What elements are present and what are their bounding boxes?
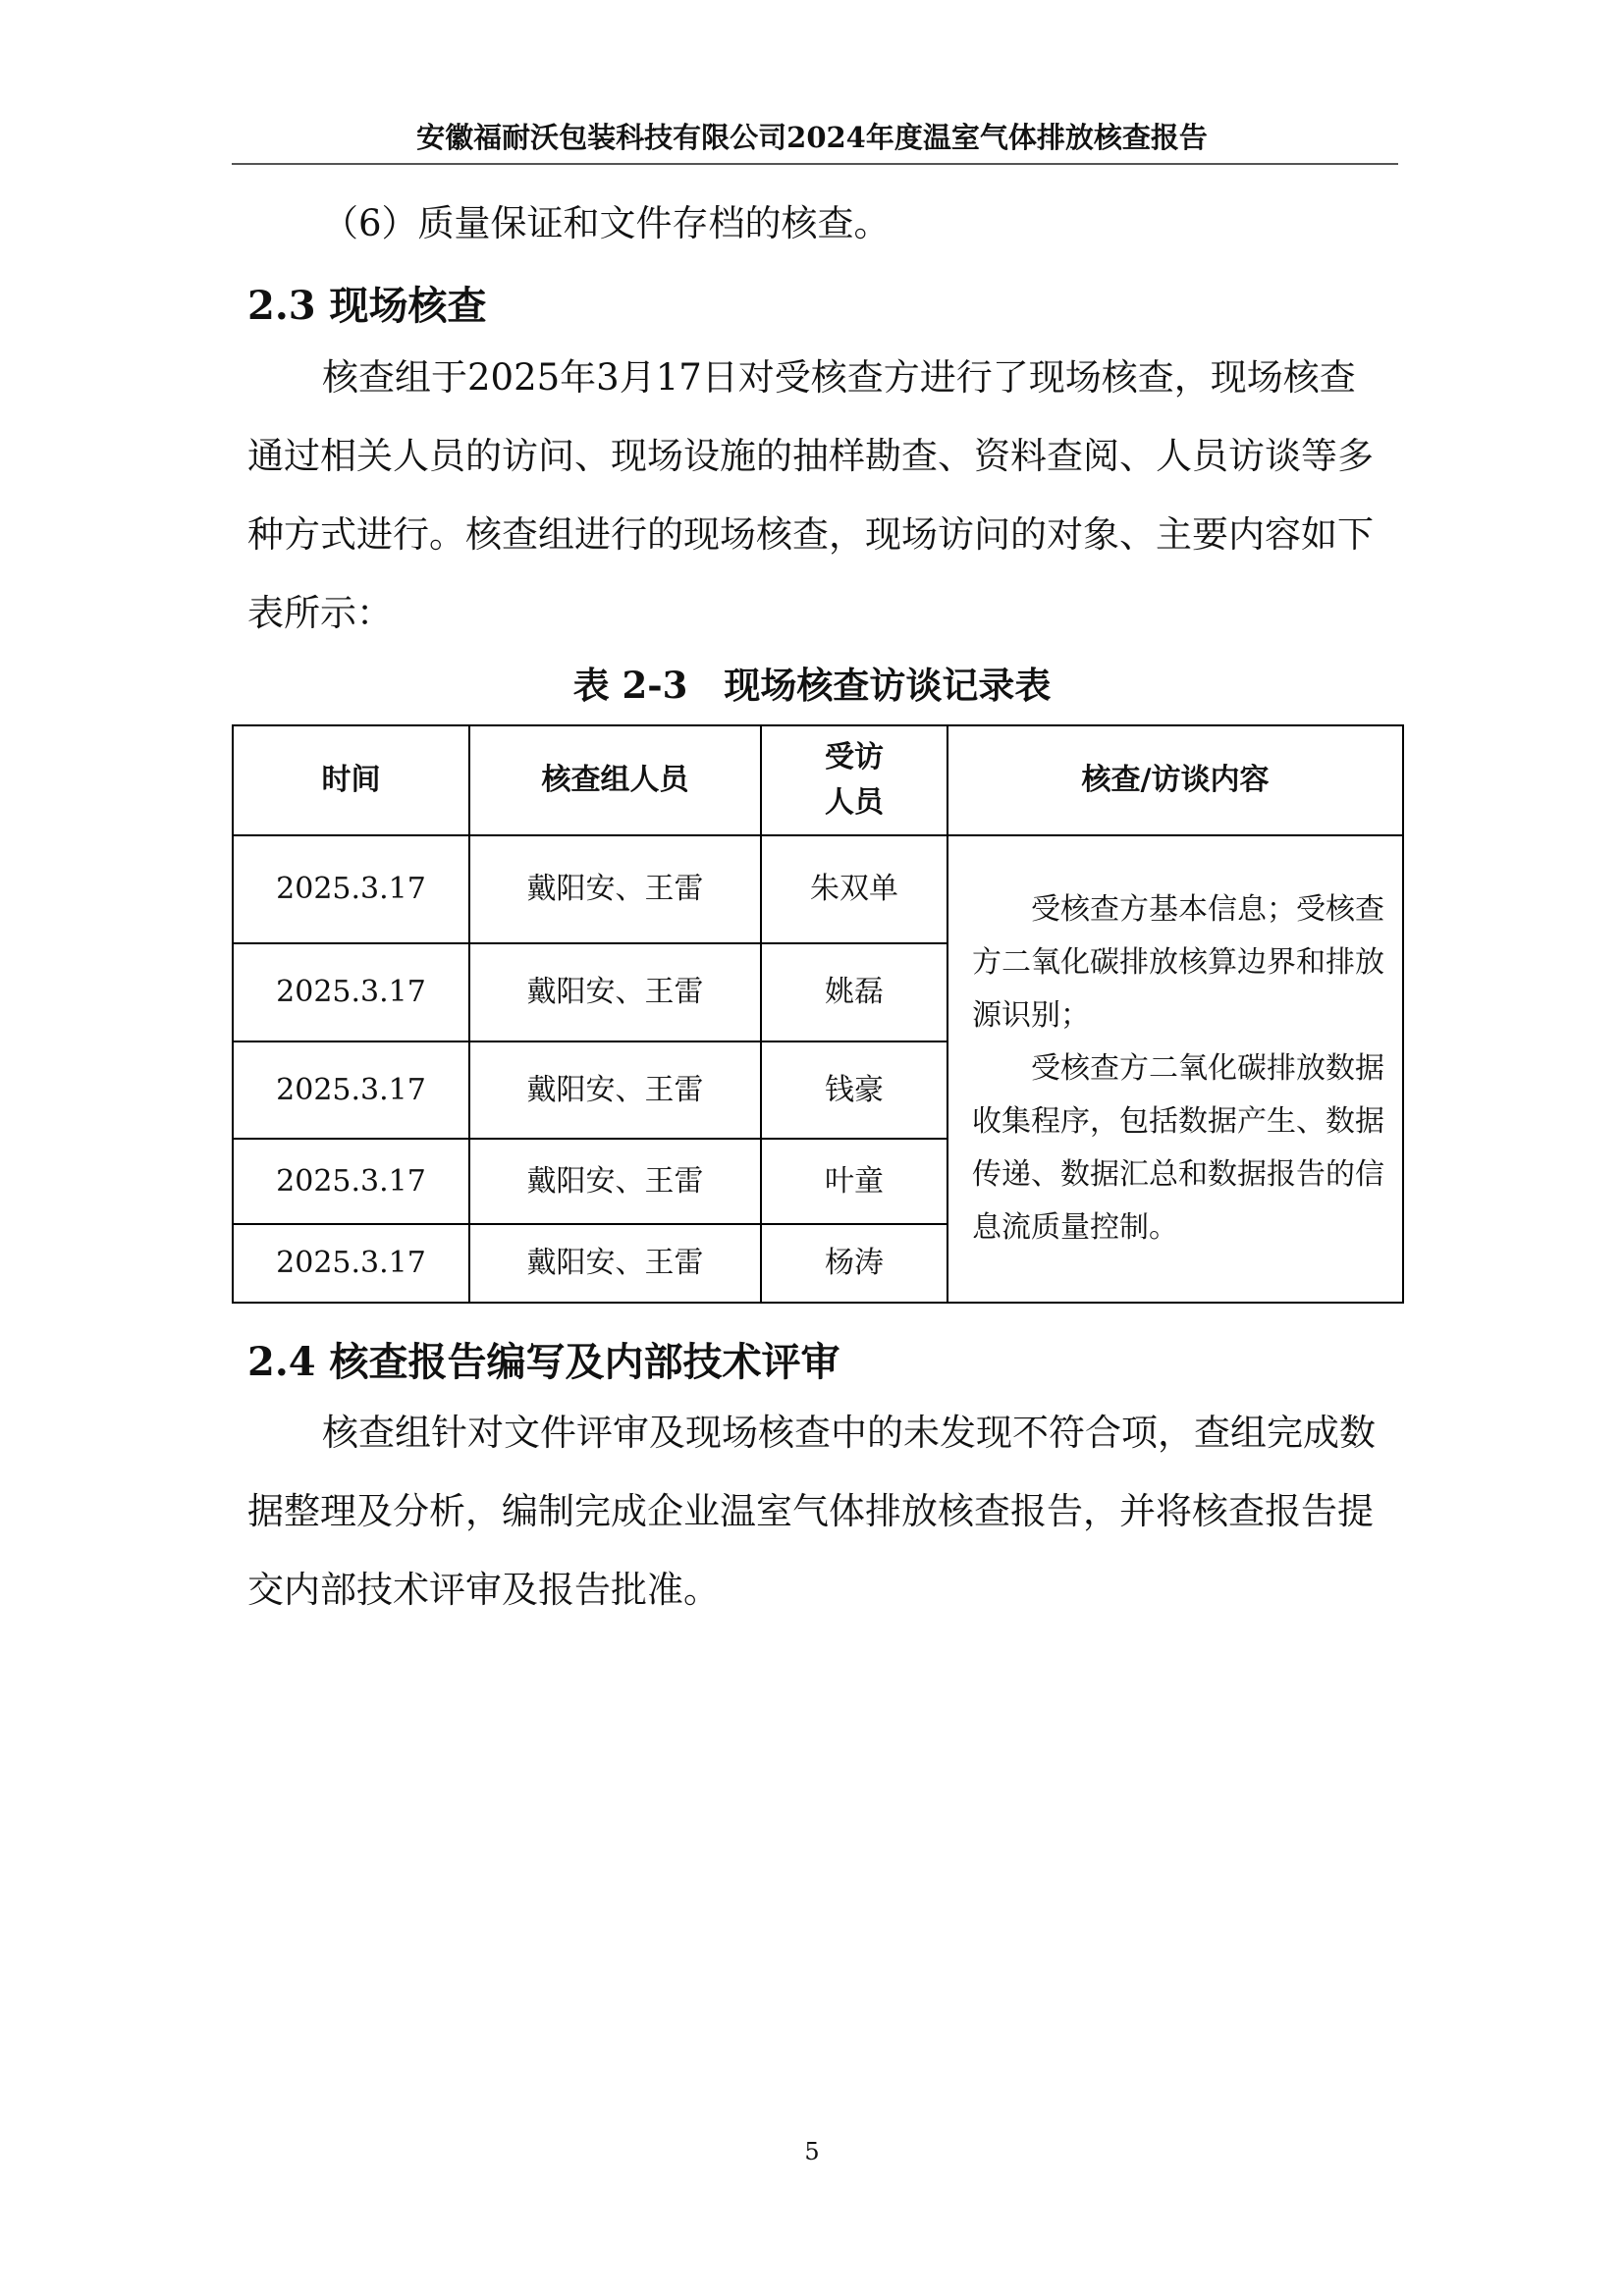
row-time: 2025.3.17 (233, 943, 469, 1041)
row-interviewee: 朱双单 (761, 835, 947, 943)
page-number: 5 (804, 2138, 820, 2165)
table-caption: 表 2-3 现场核查访谈记录表 (572, 664, 1052, 707)
quality-assurance-item: （6）质量保证和文件存档的核查。 (322, 202, 891, 244)
row-team: 戴阳安、王雷 (469, 943, 761, 1041)
interview-record-table (232, 724, 1404, 1304)
row-team: 戴阳安、王雷 (469, 1041, 761, 1139)
row-interviewee: 钱豪 (761, 1041, 947, 1139)
row-interviewee: 姚磊 (761, 943, 947, 1041)
row-time: 2025.3.17 (233, 1041, 469, 1139)
header-interviewee-line1: 受访 (825, 740, 884, 774)
header-interviewee (761, 725, 947, 835)
header-divider (232, 163, 1398, 165)
row-time: 2025.3.17 (233, 835, 469, 943)
header-content: 核查/访谈内容 (947, 725, 1403, 835)
row-interviewee: 杨涛 (761, 1224, 947, 1303)
row-team: 戴阳安、王雷 (469, 1139, 761, 1224)
header-team: 核查组人员 (469, 725, 761, 835)
table-row (233, 835, 1403, 943)
row-time: 2025.3.17 (233, 1224, 469, 1303)
header-interviewee-line2: 人员 (825, 785, 884, 820)
row-interviewee: 叶童 (761, 1139, 947, 1224)
header-time: 时间 (233, 725, 469, 835)
section-2-3-heading: 2.3 现场核查 (247, 283, 487, 329)
row-time: 2025.3.17 (233, 1139, 469, 1224)
page-header-title: 安徽福耐沃包装科技有限公司2024年度温室气体排放核查报告 (416, 121, 1208, 154)
content-paragraph-2: 受核查方二氧化碳排放数据收集程序，包括数据产生、数据传递、数据汇总和数据报告的信息流质量控制。 (972, 1051, 1384, 1245)
section-2-4-body: 核查组针对文件评审及现场核查中的未发现不符合项，查组完成数据整理及分析，编制完成企业温室气体排放核查报告，并将核查报告提交内部技术评审及报告批准。 (247, 1412, 1376, 1611)
table-header-row (233, 725, 1403, 835)
section-2-4-heading: 2.4 核查报告编写及内部技术评审 (247, 1339, 840, 1385)
interview-content-cell (947, 835, 1403, 1303)
row-team: 戴阳安、王雷 (469, 835, 761, 943)
section-2-3-body: 核查组于2025年3月17日对受核查方进行了现场核查，现场核查通过相关人员的访问、现场设施的抽样勘查、资料查阅、人员访谈等多种方式进行。核查组进行的现场核查，现场访问的对象、主要内容如下表所示： (247, 356, 1374, 634)
row-team: 戴阳安、王雷 (469, 1224, 761, 1303)
content-paragraph-1: 受核查方基本信息；受核查方二氧化碳排放核算边界和排放源识别； (972, 892, 1384, 1033)
